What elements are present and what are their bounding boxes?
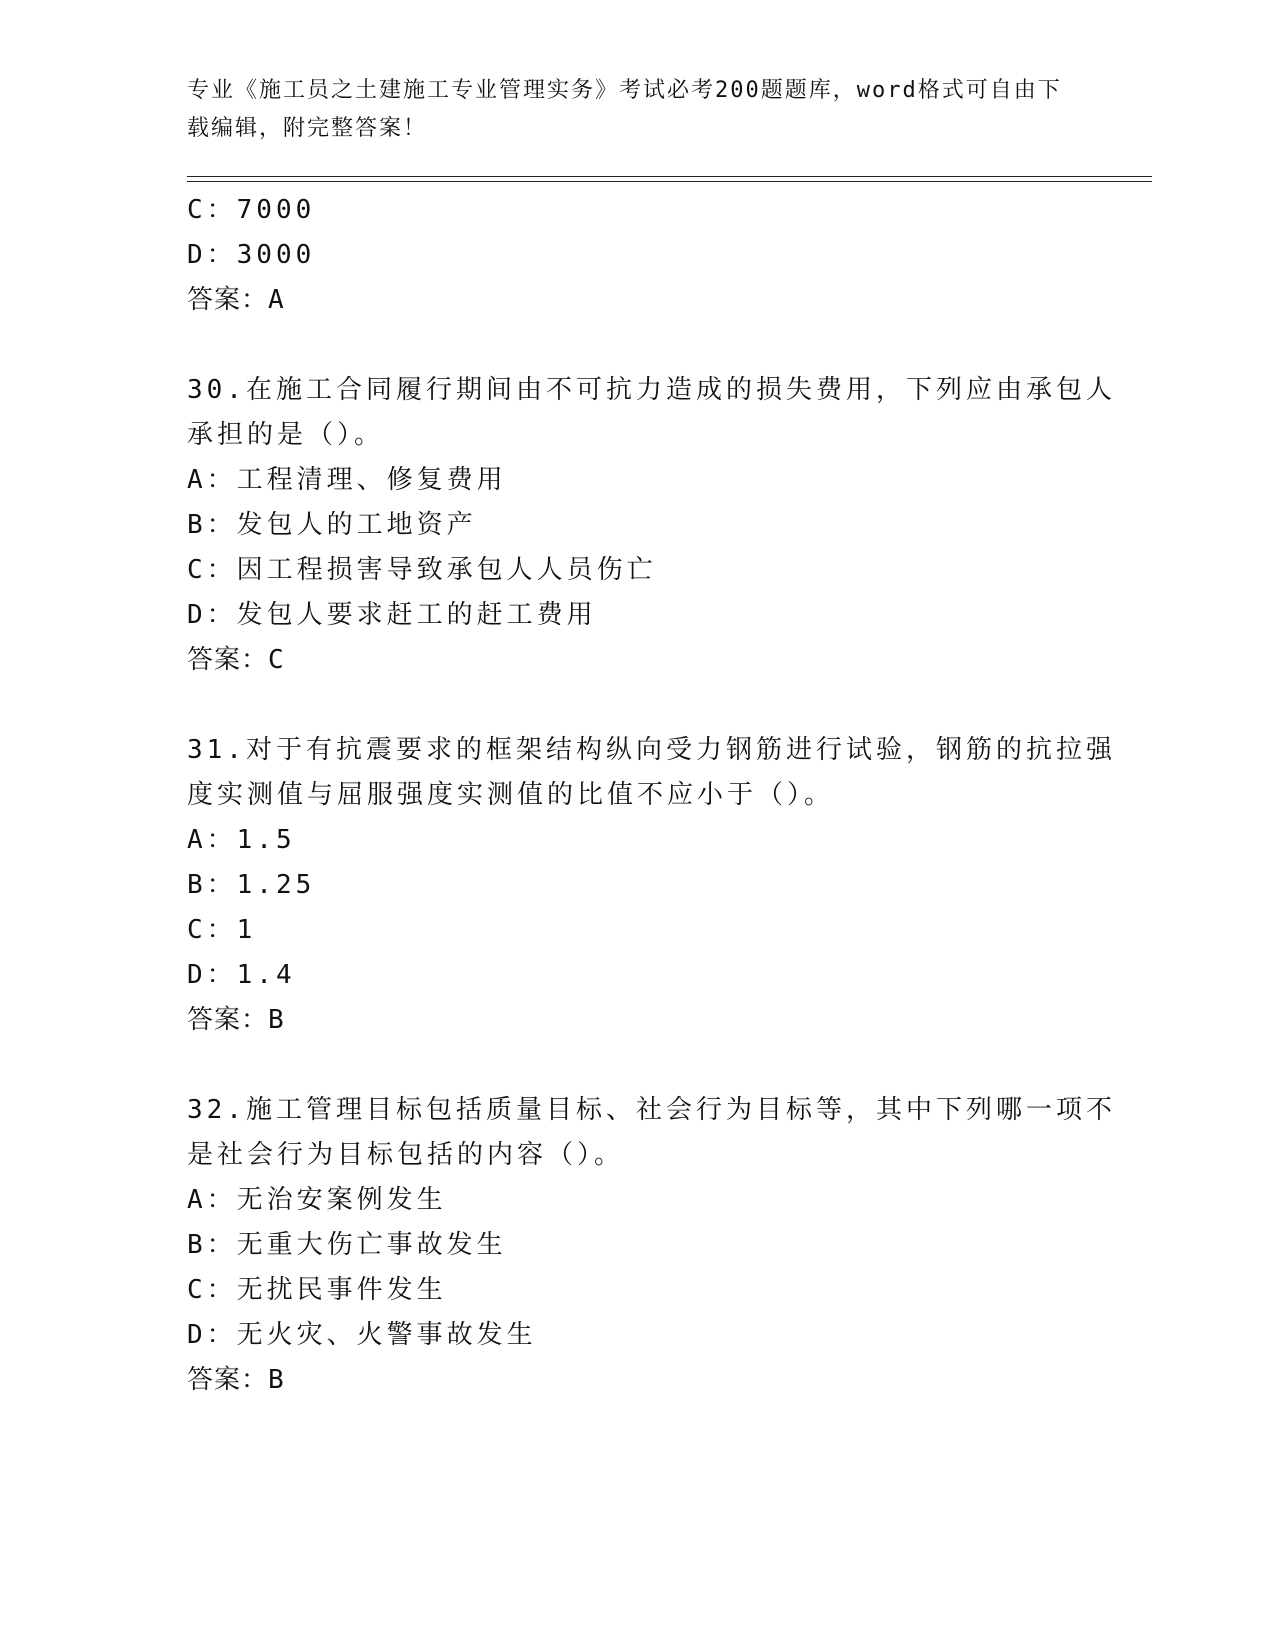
option-b: B：1.25 (187, 870, 316, 900)
option-d: D：1.4 (187, 960, 296, 990)
option-c: C：因工程损害导致承包人人员伤亡 (187, 555, 657, 585)
option-b: B：无重大伤亡事故发生 (187, 1230, 507, 1260)
option-d: D：无火灾、火警事故发生 (187, 1320, 537, 1350)
option-a: A：1.5 (187, 825, 296, 855)
header-divider-bottom (187, 181, 1152, 182)
question-stem: 30.在施工合同履行期间由不可抗力造成的损失费用，下列应由承包人 (187, 375, 1116, 405)
answer: 答案：C (187, 645, 285, 675)
option-d: D：3000 (187, 240, 316, 270)
option-c: C：7000 (187, 195, 316, 225)
option-a: A：工程清理、修复费用 (187, 465, 507, 495)
option-d: D：发包人要求赶工的赶工费用 (187, 600, 597, 630)
option-a: A：无治安案例发生 (187, 1185, 447, 1215)
option-c: C：1 (187, 915, 257, 945)
answer: 答案：A (187, 285, 285, 315)
question-stem: 是社会行为目标包括的内容（）。 (187, 1140, 625, 1170)
question-stem: 度实测值与屈服强度实测值的比值不应小于（）。 (187, 780, 835, 810)
question-stem: 31.对于有抗震要求的框架结构纵向受力钢筋进行试验，钢筋的抗拉强 (187, 735, 1116, 765)
header-divider-top (187, 176, 1152, 177)
answer: 答案：B (187, 1365, 285, 1395)
question-stem: 32.施工管理目标包括质量目标、社会行为目标等，其中下列哪一项不 (187, 1095, 1116, 1125)
option-c: C：无扰民事件发生 (187, 1275, 447, 1305)
answer: 答案：B (187, 1005, 285, 1035)
question-stem: 承担的是（）。 (187, 420, 385, 450)
option-b: B：发包人的工地资产 (187, 510, 477, 540)
document-header: 专业《施工员之土建施工专业管理实务》考试必考200题题库，word格式可自由下载编辑，附完整答案！ (187, 78, 1062, 141)
